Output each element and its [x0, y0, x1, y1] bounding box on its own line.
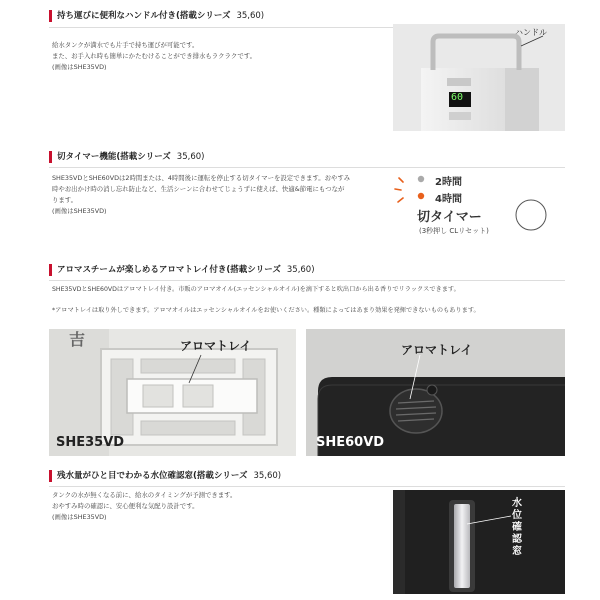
- divider: [49, 167, 565, 168]
- section-body: [52, 173, 350, 217]
- corner-logo-text: 吉: [69, 330, 86, 349]
- section-title-timer: [49, 151, 204, 163]
- aroma-tray-photo-she35vd: [49, 329, 296, 456]
- aroma-tray-label: アロマトレイ: [180, 339, 252, 353]
- section-body: [52, 490, 236, 523]
- water-level-window-photo: [393, 490, 565, 594]
- timer-2h-label: 2時間: [435, 177, 462, 188]
- timer-4h-label: 4時間: [435, 194, 462, 205]
- section-title-text: 持ち運びに便利なハンドル付き(搭載シリーズ: [57, 11, 231, 21]
- body-line: (画像はSHE35VD): [52, 207, 107, 215]
- timer-note: (3秒押し CLリセット): [419, 227, 489, 235]
- body-line: ります。: [52, 196, 78, 204]
- body-line: (画像はSHE35VD): [52, 63, 107, 71]
- body-line: 給水タンクが満水でも片手で持ち運びが可能です。: [52, 41, 199, 49]
- display-value: 60: [451, 92, 464, 103]
- body-line: (画像はSHE35VD): [52, 513, 107, 521]
- divider: [49, 486, 565, 487]
- section-title-water-level: [49, 470, 281, 482]
- timer-label: 切タイマー: [417, 210, 482, 225]
- body-line: SHE35VDとSHE60VDは2時間または、4時間後に運転を停止する切タイマーを設定できます。おやすみ: [52, 174, 351, 182]
- humidifier-handle-photo: [393, 24, 565, 131]
- section-series: 35,60): [236, 11, 265, 21]
- model-label-she60vd: SHE60VD: [316, 435, 385, 450]
- section-series: 35,60): [176, 152, 205, 162]
- section-title-text: アロマスチームが楽しめるアロマトレイ付き(搭載シリーズ: [57, 265, 281, 275]
- section-series: 35,60): [286, 265, 315, 275]
- callout-water-level-window: 水位確認窓: [512, 498, 522, 557]
- aroma-tray-label: アロマトレイ: [401, 343, 473, 357]
- body-line: また、お手入れ時も簡単にかたむけることができ排水もラクラクです。: [52, 52, 256, 60]
- section-body: SHE35VDとSHE60VDはアロマトレイ付き。市販のアロマオイル(エッセンシャルオイル)を滴下すると吹出口から出る香りでリラックスできます。: [52, 286, 460, 293]
- body-line: タンクの水が無くなる前に、給水のタイミングが予測できます。: [52, 491, 237, 499]
- section-title-handle: [49, 10, 264, 22]
- callout-handle: ハンドル: [515, 28, 547, 37]
- aroma-tray-photo-she60vd: [306, 329, 565, 456]
- body-line: 時やお出かけ時の消し忘れ防止など、生活シーンに合わせてじょうずに使えば、快適&節電にもつなが: [52, 185, 345, 193]
- section-body: [52, 40, 256, 73]
- section-title-text: 残水量がひと目でわかる水位確認窓(搭載シリーズ: [57, 471, 248, 481]
- divider: [49, 280, 565, 281]
- body-line: おやすみ時の確認に、安心便利な気配り設計です。: [52, 502, 199, 510]
- section-note: *アロマトレイは取り外しできます。アロマオイルはエッセンシャルオイルをお使いください。種類によってはあまり効果を発揮できないものもあります。: [52, 307, 480, 314]
- section-title-aroma: [49, 264, 315, 276]
- section-title-text: 切タイマー機能(搭載シリーズ: [57, 152, 171, 162]
- timer-panel-image: [393, 170, 565, 242]
- section-series: 35,60): [253, 471, 282, 481]
- model-label-she35vd: SHE35VD: [56, 435, 125, 450]
